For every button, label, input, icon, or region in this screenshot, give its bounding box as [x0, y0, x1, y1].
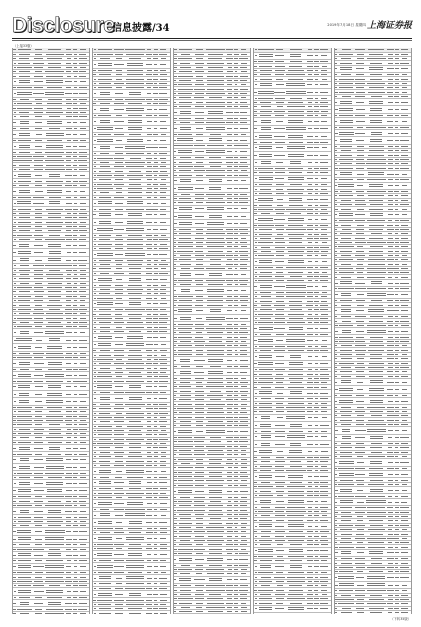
table-row: [335, 66, 411, 73]
table-row: [13, 188, 89, 195]
table-row: [335, 183, 411, 190]
table-column: [92, 48, 170, 614]
disclosure-table-columns: [12, 48, 412, 614]
table-row: [93, 212, 169, 219]
table-column: [173, 48, 251, 614]
table-row: [13, 200, 89, 207]
table-row: [335, 487, 411, 494]
table-row: [13, 588, 89, 595]
table-row: [254, 145, 330, 152]
table-row: [254, 325, 330, 332]
table-row: [93, 519, 169, 526]
table-row: [93, 118, 169, 125]
table-row: [335, 379, 411, 386]
table-row: [13, 344, 89, 351]
table-row: [335, 435, 411, 442]
table-row: [335, 328, 411, 335]
table-row: [254, 473, 330, 480]
table-row: [13, 600, 89, 607]
table-row: [13, 249, 89, 256]
table-row: [93, 251, 169, 258]
table-row: [335, 550, 411, 557]
table-row: [174, 220, 250, 227]
table-row: [254, 283, 330, 290]
table-row: [335, 280, 411, 287]
table-row: [174, 357, 250, 364]
table-row: [93, 468, 169, 475]
table-row: [13, 360, 89, 367]
table-column: [12, 48, 90, 614]
table-row: [254, 361, 330, 368]
table-row: [335, 611, 411, 614]
table-row: [254, 353, 330, 360]
table-row: [254, 523, 330, 530]
table-row: [13, 391, 89, 398]
table-row: [13, 172, 89, 179]
table-row: [93, 145, 169, 152]
newspaper-name: 上海证券报: [366, 21, 412, 31]
table-row: [335, 574, 411, 581]
table-row: [174, 206, 250, 213]
table-row: [254, 498, 330, 505]
table-row: [174, 556, 250, 563]
table-row: [93, 90, 169, 97]
table-row: [174, 185, 250, 192]
table-row: [13, 372, 89, 379]
table-row: [174, 213, 250, 220]
table-row: [174, 369, 250, 376]
table-row: [13, 445, 89, 452]
table-row: [174, 109, 250, 116]
table-row: [254, 548, 330, 555]
table-row: [13, 242, 89, 249]
table-row: [174, 149, 250, 156]
table-row: [13, 131, 89, 138]
table-row: [13, 120, 89, 127]
table-row: [13, 480, 89, 487]
table-row: [93, 226, 169, 233]
table-row: [13, 457, 89, 464]
table-row: [174, 315, 250, 322]
table-row: [254, 337, 330, 344]
table-row: [335, 459, 411, 466]
table-row: [254, 434, 330, 441]
table-row: [13, 488, 89, 495]
table-row: [93, 61, 169, 68]
table-row: [93, 611, 169, 614]
table-row: [93, 575, 169, 582]
table-row: [13, 384, 89, 391]
table-row: [335, 130, 411, 137]
table-row: [254, 441, 330, 448]
table-row: [174, 308, 250, 315]
table-row: [93, 551, 169, 558]
table-row: [13, 329, 89, 336]
table-row: [174, 287, 250, 294]
table-row: [93, 563, 169, 570]
table-row: [13, 257, 89, 264]
table-row: [254, 564, 330, 571]
publication-date: 2019年7月18日 星期四: [327, 23, 366, 27]
table-row: [254, 152, 330, 159]
table-row: [335, 427, 411, 434]
table-row: [335, 499, 411, 506]
table-row: [93, 512, 169, 519]
continued-from-notice: （上接33版）: [13, 44, 34, 48]
table-row: [13, 528, 89, 535]
table-row: [13, 564, 89, 571]
table-row: [254, 448, 330, 455]
table-row: [13, 464, 89, 471]
table-row: [254, 133, 330, 140]
table-row: [174, 577, 250, 584]
table-row: [93, 591, 169, 598]
table-row: [174, 137, 250, 144]
table-row: [93, 535, 169, 542]
table-row: [335, 471, 411, 478]
table-row: [93, 200, 169, 207]
table-row: [254, 259, 330, 266]
table-row: [254, 415, 330, 422]
table-row: [254, 126, 330, 133]
table-row: [93, 395, 169, 402]
table-row: [335, 386, 411, 393]
table-row: [254, 390, 330, 397]
table-row: [254, 196, 330, 203]
table-column: [334, 48, 412, 614]
table-row: [335, 292, 411, 299]
table-row: [13, 143, 89, 150]
table-row: [254, 53, 330, 60]
table-row: [93, 219, 169, 226]
table-row: [254, 118, 330, 125]
table-column: [253, 48, 331, 614]
table-row: [335, 137, 411, 144]
table-row: [335, 99, 411, 106]
table-row: [93, 480, 169, 487]
table-row: [174, 178, 250, 185]
table-row: [254, 216, 330, 223]
table-row: [254, 89, 330, 96]
table-row: [335, 582, 411, 589]
section-title: 信息披露/34: [112, 23, 170, 34]
table-row: [254, 160, 330, 167]
table-row: [174, 428, 250, 435]
table-row: [93, 342, 169, 349]
header-rule-thin: [12, 40, 412, 41]
table-row: [174, 271, 250, 278]
table-row: [13, 90, 89, 97]
table-row: [335, 398, 411, 405]
table-row: [93, 334, 169, 341]
table-row: [13, 612, 89, 614]
table-row: [335, 171, 411, 178]
table-row: [13, 79, 89, 86]
table-row: [93, 500, 169, 507]
table-row: [13, 337, 89, 344]
table-row: [335, 118, 411, 125]
continued-to-notice: （下转35版）: [390, 617, 411, 621]
table-row: [93, 276, 169, 283]
table-row: [13, 508, 89, 515]
table-row: [254, 422, 330, 429]
table-row: [13, 398, 89, 405]
table-row: [254, 82, 330, 89]
brand-logo: [12, 14, 114, 38]
table-row: [174, 488, 250, 495]
table-row: [254, 613, 330, 614]
table-row: [93, 384, 169, 391]
table-row: [335, 308, 411, 315]
table-row: [254, 606, 330, 613]
table-row: [254, 176, 330, 183]
header-rule: [12, 38, 412, 39]
table-row: [93, 106, 169, 113]
table-row: [93, 126, 169, 133]
brand-wordmark: Disclosure: [12, 14, 115, 37]
table-row: [174, 125, 250, 132]
table-row: [93, 137, 169, 144]
table-row: [13, 536, 89, 543]
table-row: [93, 301, 169, 308]
table-row: [13, 552, 89, 559]
table-row: [335, 106, 411, 113]
table-row: [335, 212, 411, 219]
